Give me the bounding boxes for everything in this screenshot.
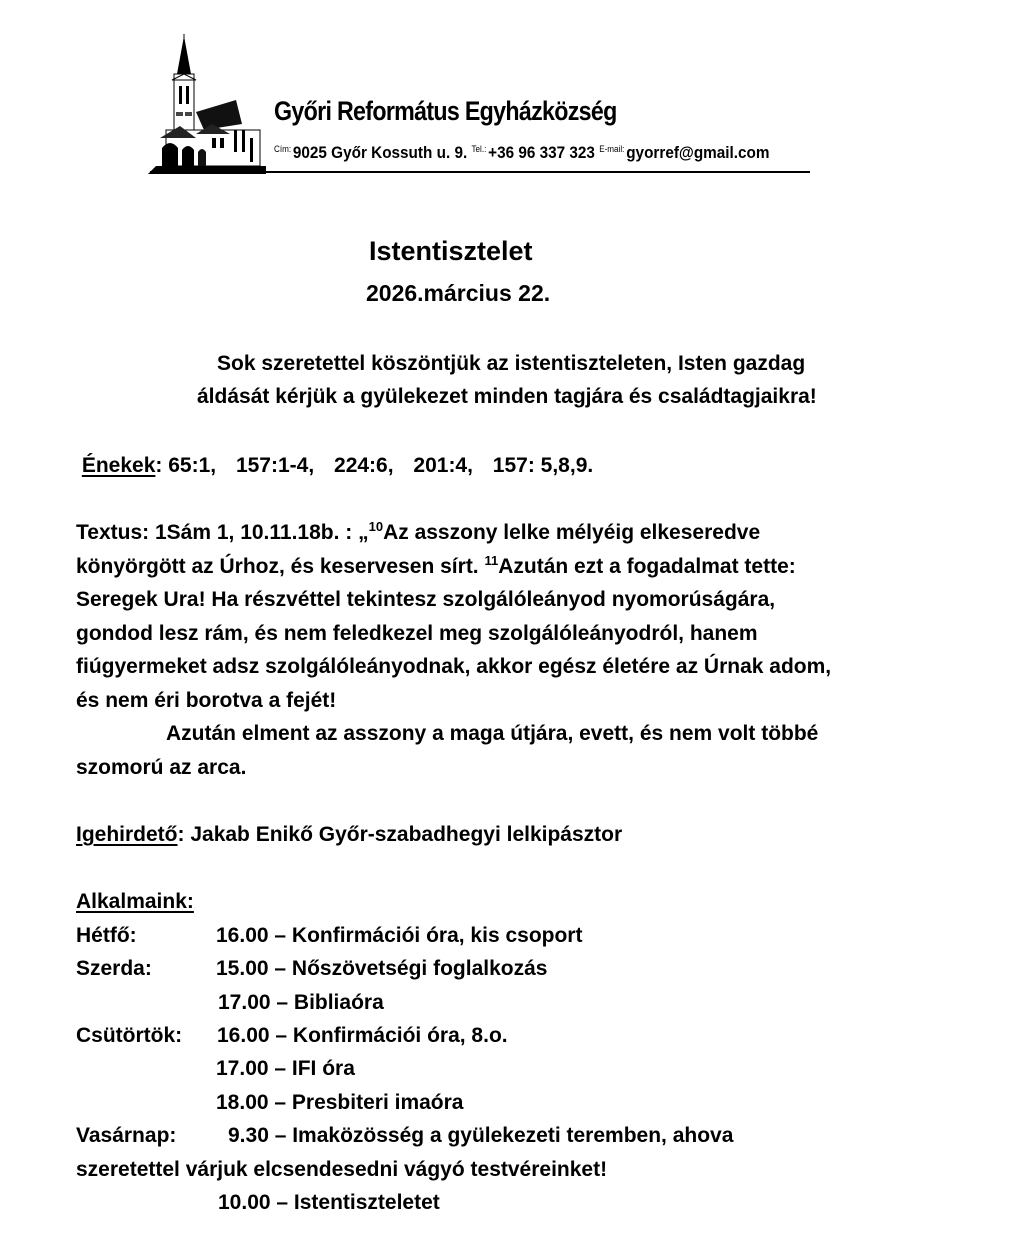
textus-line-3: Seregek Ura! Ha részvéttel tekintesz szolgálóleányod nyomorúságára, bbox=[76, 588, 776, 611]
schedule-entry: 9.30 – Imaközösség a gyülekezeti teremben, ahova bbox=[228, 1124, 734, 1147]
service-date: 2026.március 22. bbox=[366, 280, 551, 306]
textus-reference: 1Sám 1, 10.11.18b. : „ bbox=[154, 521, 369, 544]
schedule-entry: 15.00 – Nőszövetségi foglalkozás bbox=[216, 957, 548, 980]
greeting-line-1: Sok szeretettel köszöntjük az istentiszteleten, Isten gazdag bbox=[217, 352, 806, 375]
address: 9025 Győr Kossuth u. 9. bbox=[292, 143, 468, 162]
phone-label: Tel.: bbox=[471, 144, 487, 154]
song-item: 224:6, bbox=[334, 454, 394, 477]
schedule-day: Csütörtök: bbox=[76, 1024, 183, 1047]
schedule-row bbox=[76, 1124, 733, 1148]
schedule-row bbox=[76, 957, 547, 981]
verse-number: 10 bbox=[368, 519, 384, 534]
textus-line-5: fiúgyermeket adsz szolgálóleányodnak, akkor egész életére az Úrnak adom, bbox=[76, 655, 832, 678]
schedule-entry: 17.00 – Bibliaóra bbox=[218, 991, 384, 1014]
schedule-day: Szerda: bbox=[76, 957, 152, 980]
preacher-label: Igehirdető bbox=[76, 823, 178, 846]
schedule-row bbox=[76, 1091, 463, 1115]
schedule-entry: szeretettel várjuk elcsendesedni vágyó testvéreinket! bbox=[76, 1158, 608, 1181]
schedule-label: Alkalmaink: bbox=[76, 890, 194, 913]
song-item: 201:4, bbox=[413, 454, 473, 477]
textus-label: Textus: bbox=[76, 521, 150, 544]
song-item: 157:1-4, bbox=[235, 454, 315, 477]
schedule-entry: 18.00 – Presbiteri imaóra bbox=[216, 1091, 464, 1114]
address-label: Cím: bbox=[274, 144, 292, 154]
schedule-entry: 10.00 – Istentiszteletet bbox=[218, 1191, 440, 1214]
organization-name: Győri Református Egyházközség bbox=[274, 96, 617, 126]
songs-label: Énekek bbox=[81, 454, 156, 477]
schedule-row bbox=[76, 924, 582, 948]
schedule-day: Hétfő: bbox=[76, 924, 137, 947]
schedule-row bbox=[76, 991, 384, 1015]
page-title: Istentisztelet bbox=[369, 236, 533, 266]
textus-text: Azután ezt a fogadalmat tette: bbox=[498, 555, 796, 578]
songs-line: Énekek: 65:1, 157:1-4, 224:6, 201:4, 157: 5,8,9. bbox=[81, 454, 594, 477]
schedule-row bbox=[76, 1191, 440, 1215]
schedule-row bbox=[76, 1024, 508, 1048]
header-divider bbox=[150, 171, 810, 173]
schedule-day: Vasárnap: bbox=[76, 1124, 177, 1147]
church-logo-icon bbox=[146, 34, 266, 174]
textus-line-7: Azután elment az asszony a maga útjára, evett, és nem volt többé bbox=[166, 722, 819, 745]
textus-text: könyörgött az Úrhoz, és keservesen sírt. bbox=[76, 555, 485, 578]
preacher-name: : Jakab Enikő Győr-szabadhegyi lelkipásztor bbox=[177, 823, 623, 846]
schedule-row bbox=[76, 1158, 607, 1182]
email-address[interactable]: gyorref@gmail.com bbox=[626, 143, 770, 162]
schedule-entry: 17.00 – IFI óra bbox=[216, 1057, 355, 1080]
textus-line-6: és nem éri borotva a fejét! bbox=[76, 689, 337, 712]
phone-number: +36 96 337 323 bbox=[488, 143, 595, 162]
textus-line-2 bbox=[76, 555, 796, 579]
textus-line-1 bbox=[76, 521, 760, 545]
contact-line bbox=[274, 143, 770, 163]
textus-text: Az asszony lelke mélyéig elkeseredve bbox=[383, 521, 761, 544]
song-item: 157: 5,8,9. bbox=[492, 454, 594, 477]
schedule-entry: 16.00 – Konfirmációi óra, kis csoport bbox=[216, 924, 583, 947]
textus-line-8: szomorú az arca. bbox=[76, 756, 247, 779]
schedule-row bbox=[76, 1057, 355, 1081]
schedule-entry: 16.00 – Konfirmációi óra, 8.o. bbox=[217, 1024, 508, 1047]
textus-line-4: gondod lesz rám, és nem feledkezel meg szolgálóleányodról, hanem bbox=[76, 622, 758, 645]
email-label: E-mail: bbox=[599, 144, 625, 154]
schedule-heading bbox=[76, 890, 194, 914]
greeting-line-2: áldását kérjük a gyülekezet minden tagjára és családtagjaikra! bbox=[197, 385, 817, 408]
song-item: 65:1, bbox=[168, 454, 217, 477]
verse-number: 11 bbox=[484, 553, 499, 568]
preacher-line bbox=[76, 823, 622, 847]
